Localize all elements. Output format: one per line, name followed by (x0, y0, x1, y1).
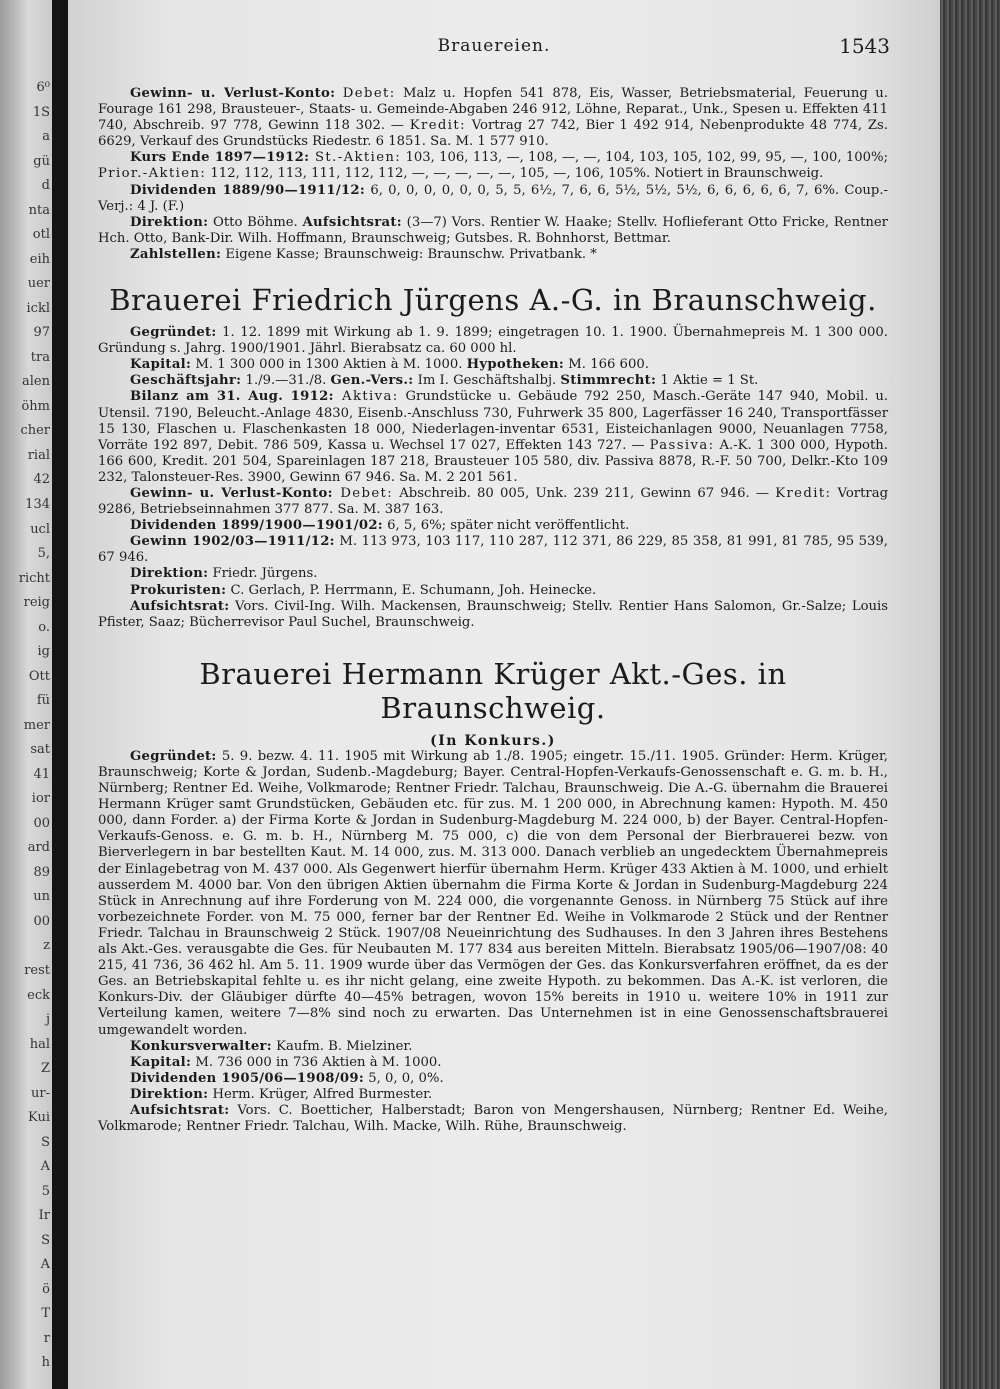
adjacent-page-fragment: 97 (33, 325, 50, 341)
entry-geschaeftsjahr-2 (98, 373, 888, 389)
adjacent-page-fragment: ö (42, 1281, 50, 1297)
entry-zahlstellen (98, 247, 888, 263)
text: 1. 12. 1899 mit Wirkung ab 1. 9. 1899; eingetragen 10. 1. 1900. Übernahmepreis M. 1 300 000. Gründung s. Jahrg. 1900/1901. Jährl. Bierabsatz ca. 60 000 hl. (98, 325, 888, 357)
entry-direktion-1 (98, 215, 888, 247)
adjacent-page-fragment: rest (24, 963, 50, 979)
label: Gen.-Vers.: (330, 373, 414, 389)
entry-bilanz-2 (98, 389, 888, 486)
label: Aufsichtsrat: (302, 214, 402, 230)
prior-label: Prior.-Aktien: (98, 166, 207, 182)
adjacent-page-fragment: rial (27, 447, 50, 463)
kredit-label: Kredit: (409, 118, 466, 134)
book-gutter (52, 0, 68, 1389)
label: Gewinn- u. Verlust-Konto: (130, 86, 336, 101)
entry-dividenden-1 (98, 183, 888, 215)
adjacent-page-fragment: nta (28, 202, 50, 218)
label: Konkursverwalter: (130, 1038, 272, 1054)
adjacent-page-fragment: 1S (32, 104, 50, 120)
label: Direktion: (130, 1086, 209, 1102)
text: M. 166 600. (564, 357, 649, 373)
entry-prokuristen-2 (98, 583, 888, 599)
text: 6, 5, 6%; später nicht veröffentlicht. (382, 518, 630, 534)
adjacent-page-fragment: o. (38, 619, 50, 635)
entry-guv-1 (98, 86, 888, 150)
label: Direktion: (130, 214, 209, 230)
debet-label: Debet: (332, 485, 394, 501)
entry-direktion-3 (98, 1087, 888, 1103)
text: M. 113 973, 103 117, 110 287, 112 371, 86 229, 85 358, 81 991, 81 785, 95 539, 67 946. (98, 534, 888, 566)
entry-dividenden-2 (98, 518, 888, 534)
adjacent-page-fragment: öhm (21, 398, 50, 414)
adjacent-page-fragment: S (41, 1232, 50, 1248)
text: Otto Böhme. (208, 214, 303, 230)
adjacent-page-fragment: gü (33, 153, 50, 169)
passiva-label: Passiva: (649, 437, 715, 453)
adjacent-page-fragment: reig (23, 595, 50, 611)
adjacent-page-fragment: ickl (26, 300, 50, 316)
label: Kapital: (130, 357, 192, 373)
entry-gewinn-2 (98, 534, 888, 566)
text: C. Gerlach, P. Herrmann, E. Schumann, Joh. Heinecke. (226, 582, 597, 598)
stakt-label: St.-Aktien: (309, 150, 402, 166)
adjacent-page-fragment: alen (22, 374, 50, 390)
text: Vortrag 27 742, Bier 1 492 914, Nebenprodukte 48 774, Zs. 6629, Verkauf des Grundstücks Riedestr. 6 1851. Sa. M. 1 577 910. (98, 118, 888, 150)
label: Aufsichtsrat: (130, 1102, 230, 1118)
text: Grundstücke u. Gebäude 792 250, Masch.-Geräte 147 940, Mobil. u. Utensil. 7190, Beleucht.-Anlage 4830, Eisenb.-Anschluss 730, Fuhrwerk 35 800, Lagerfässer 16 240, Transportfässer 15 130, Flaschen u. Flaschenkasten 18 000, Niederlagen-inventar 6531, Eisteichanlagen 9000, Neuanlagen 7758, Vorräte 192 897, Debit. 786 509, Kassa u. Wechsel 17 027, Effekten 143 727. — (98, 389, 889, 453)
adjacent-page-fragment: eih (29, 251, 50, 267)
book-page (68, 0, 940, 1389)
label: Dividenden 1905/06—1908/09: (130, 1070, 365, 1086)
adjacent-page-fragment: A (40, 1257, 50, 1273)
adjacent-page-fragment: richt (18, 570, 50, 586)
adjacent-page-fragment: ig (37, 644, 50, 660)
adjacent-page-fragment: 89 (33, 864, 50, 880)
text: Malz u. Hopfen 541 878, Eis, Wasser, Betriebsmaterial, Feuerung u. Fourage 161 298, Brausteuer-, Staats- u. Gemeinde-Abgaben 246 912, Löhne, Reparat., Unk., Spesen u. Effekten 411 740, Abschreib. 97 778, Gewinn 118 302. — (98, 86, 888, 134)
text: 5, 0, 0, 0%. (364, 1070, 444, 1086)
running-header (98, 36, 890, 60)
text: Vors. Civil-Ing. Wilh. Mackensen, Braunschweig; Stellv. Rentier Hans Salomon, Gr.-Salze; Louis Pfister, Saaz; Bücherrevisor Paul Suchel, Braunschweig. (98, 598, 888, 630)
text-column (98, 86, 888, 1135)
adjacent-page-strip (0, 0, 52, 1389)
adjacent-page-fragment: 00 (33, 815, 50, 831)
adjacent-page-fragment: A (40, 1159, 50, 1175)
label: Dividenden 1889/90—1911/12: (130, 182, 366, 198)
company-heading-krueger: Brauerei Hermann Krüger Akt.-Ges. in Braunschweig. (199, 656, 787, 725)
adjacent-page-fragment: 41 (33, 766, 50, 782)
adjacent-page-fragment: ucl (30, 521, 50, 537)
adjacent-page-fragment: Kui (28, 1110, 50, 1126)
text: Herm. Krüger, Alfred Burmester. (208, 1086, 433, 1102)
text: M. 736 000 in 736 Aktien à M. 1000. (191, 1054, 442, 1070)
adjacent-page-fragment: fü (36, 693, 50, 709)
aktiva-label: Aktiva: (333, 389, 399, 405)
adjacent-page-fragment: T (41, 1306, 50, 1322)
adjacent-page-fragment: ior (31, 791, 50, 807)
label: Gewinn- u. Verlust-Konto: (130, 485, 333, 501)
label: Gegründet: (130, 325, 217, 341)
adjacent-page-fragment: d (41, 178, 50, 194)
entry-gegruendet-2 (98, 325, 888, 357)
text: 6, 0, 0, 0, 0, 0, 0, 5, 5, 6½, 7, 6, 6, 5½, 5½, 5½, 6, 6, 6, 6, 6, 7, 6%. Coup.-Verj.: 4 J. (F.) (98, 182, 888, 214)
label: Prokuristen: (130, 582, 227, 598)
adjacent-page-fragment: mer (23, 717, 50, 733)
adjacent-page-fragment: 5 (41, 1183, 50, 1199)
adjacent-page-fragment: z (43, 938, 50, 954)
label: Dividenden 1899/1900—1901/02: (130, 518, 383, 534)
adjacent-page-fragment: cher (20, 423, 50, 439)
label: Hypotheken: (466, 357, 565, 373)
adjacent-page-fragment: 134 (25, 496, 50, 512)
adjacent-page-fragment: j (45, 1012, 50, 1028)
adjacent-page-fragment: r (43, 1330, 50, 1346)
adjacent-page-fragment: hal (29, 1036, 50, 1052)
label: Gewinn 1902/03—1911/12: (130, 534, 335, 550)
page-number: 1543 (839, 34, 890, 58)
text: (3—7) Vors. Rentier W. Haake; Stellv. Hoflieferant Otto Fricke, Rentner Hch. Otto, Bank-Dir. Wilh. Hoffmann, Braunschweig; Gutsbes. R. Bohnhorst, Bettmar. (98, 214, 888, 246)
adjacent-page-fragment: 6⁰ (36, 80, 50, 95)
adjacent-page-fragment: Ir (38, 1208, 50, 1224)
entry-gegruendet-3 (98, 749, 888, 1039)
text: 5. 9. bezw. 4. 11. 1905 mit Wirkung ab 1./8. 1905; eingetr. 15./11. 1905. Gründer: Herm. Krüger, Braunschweig; Korte & Jordan, Sudenb.-Magdeburg; Bayer. Central-Hopfen-Verkaufs-Genossenschaft e. G. m. b. H., Nürnberg; Rentner Ed. Weihe, Volkmarode; Rentner Friedr. Talchau, Braunschweig. Die A.-G. übernahm die Brauerei Hermann Krüger samt Grundstücken, Gebäuden etc. für zus. M. 1 200 000, in Abrechnung kamen: Hypoth. M. 450 000, dann Forder. a) der Firma Korte & Jordan in Sudenburg-Magdeburg M. 224 000, b) der Bayer. Central-Hopfen-Verkaufs-Genoss. e. G. m. b. H., Nürnberg M. 75 000, c) die von dem Personal der Bierbrauerei bezw. von Bierverlegern in bar bestellten Kaut. M. 14 000, zus. M. 313 000. Danach verblieb an ungedecktem Übernahmepreis der Einlagebetrag von M. 437 000. Als Gegenwert hierfür übernahm Herm. Krüger 433 Aktien à M. 1000, und erhielt ausserdem M. 4000 bar. Von den übrigen Aktien übernahm die Firma Korte & Jordan in Sudenburg-Magdeburg 224 Stück in Anrechnung auf ihre Forderung von M. 224 000, die vorgenannte Genoss. in Nürnberg 75 Stück auf ihre vorbezeichnete Forder. von M. 75 000, ferner bar der Rentner Ed. Weihe in Volkmarode 2 Stück und der Rentner Friedr. Talchau in Braunschweig 2 Stück. 1907/08 Neueinrichtung des Sudhauses. In den 3 Jahren ihres Bestehens als Akt.-Ges. verausgabte die Ges. für Neubauten M. 177 834 aus bereiten Mitteln. Bierabsatz 1905/06—1907/08: 40 215, 41 736, 36 462 hl. Am 5. 11. 1909 wurde über das Vermögen der Ges. das Konkursverfahren eröffnet, da es der Ges. an Betriebskapital fehlte u. es ihr nicht gelang, eine zweite Hypoth. zu bekommen. Das A.-K. ist verloren, die Konkurs-Div. der Gläubiger dürfte 40—45% betragen, wovon 15% bereits in 1910 u. weitere 10% in 1911 zur Verteilung kamen, weitere 7—8% sind noch zu erwarten. Das Unternehmen ist in eine Genossenschaftsbrauerei umgewandelt worden. (98, 748, 888, 1038)
adjacent-page-fragment: ard (27, 840, 50, 856)
entry-guv-2 (98, 486, 888, 518)
company-heading-juergens: Brauerei Friedrich Jürgens A.-G. in Braunschweig. (109, 283, 877, 318)
text: M. 1 300 000 in 1300 Aktien à M. 1000. (191, 357, 467, 373)
entry-kapital-2 (98, 357, 888, 373)
text: 1./9.—31./8. (241, 373, 331, 389)
adjacent-page-fragment: sat (30, 742, 50, 758)
adjacent-page-fragment: Ott (28, 668, 50, 684)
text: Kaufm. B. Mielziner. (271, 1038, 413, 1054)
text: 112, 112, 113, 111, 112, 112, —, —, —, —, —, 105, —, 106, 105%. Notiert in Braunschweig. (206, 166, 824, 182)
label: Kapital: (130, 1054, 192, 1070)
adjacent-page-fragment: uer (27, 276, 50, 292)
adjacent-page-fragment: un (33, 889, 50, 905)
debet-label: Debet: (342, 86, 396, 101)
adjacent-page-fragment: S (41, 1134, 50, 1150)
label: Aufsichtsrat: (130, 598, 230, 614)
text: 103, 106, 113, —, 108, —, —, 104, 103, 105, 102, 99, 95, —, 100, 100%; (401, 150, 889, 166)
entry-dividenden-3 (98, 1071, 888, 1087)
label: Stimmrecht: (560, 373, 657, 389)
adjacent-page-fragment: 00 (33, 913, 50, 929)
text: Abschreib. 80 005, Unk. 239 211, Gewinn 67 946. — (393, 485, 776, 501)
label: Direktion: (130, 566, 209, 582)
entry-aufsichtsrat-3 (98, 1103, 888, 1135)
text: Eigene Kasse; Braunschweig: Braunschw. Privatbank. * (221, 246, 597, 262)
entry-kapital-3 (98, 1055, 888, 1071)
adjacent-page-fragment: eck (27, 987, 50, 1003)
text: Vors. C. Boetticher, Halberstadt; Baron von Mengershausen, Nürnberg; Rentner Ed. Weihe, Volkmarode; Rentner Friedr. Talchau, Wilh. Macke, Wilh. Rühe, Braunschweig. (98, 1102, 888, 1135)
company-subheading: (In Konkurs.) (430, 732, 556, 749)
header-title: Brauereien. (437, 36, 551, 56)
label: Geschäftsjahr: (130, 373, 242, 389)
adjacent-page-fragment: ur- (31, 1085, 50, 1101)
entry-konkursverwalter-3 (98, 1039, 888, 1055)
entry-aufsichtsrat-2 (98, 599, 888, 631)
label: Zahlstellen: (130, 246, 222, 262)
adjacent-page-fragment: 42 (33, 472, 50, 488)
adjacent-page-fragment: tra (30, 349, 50, 365)
entry-direktion-2 (98, 566, 888, 582)
label: Gegründet: (130, 748, 217, 764)
text: 1 Aktie = 1 St. (656, 373, 759, 389)
label: Kurs Ende 1897—1912: (130, 150, 310, 166)
kredit-label: Kredit: (775, 485, 832, 501)
text: Vortrag 9286, Betriebseinnahmen 377 877. Sa. M. 387 163. (98, 485, 889, 518)
page-stack-edge (940, 0, 1000, 1389)
text: Im I. Geschäftshalbj. (413, 373, 561, 389)
text: A.-K. 1 300 000, Hypoth. 166 600, Kredit. 201 504, Spareinlagen 187 218, Brausteuer 105 580, div. Passiva 8878, R.-F. 50 700, Delkr.-Kto 109 232, Talonsteuer-Res. 3900, Gewinn 67 946. Sa. M. 2 201 561. (98, 437, 888, 485)
adjacent-page-fragment: h (41, 1355, 50, 1371)
adjacent-page-fragment: a (42, 129, 50, 145)
adjacent-page-fragment: 5, (37, 546, 50, 562)
entry-kurs (98, 150, 888, 182)
label: Bilanz am 31. Aug. 1912: (130, 389, 334, 405)
adjacent-page-fragment: otl (32, 227, 50, 243)
adjacent-page-fragment: Z (40, 1061, 50, 1077)
text: Friedr. Jürgens. (208, 566, 318, 582)
